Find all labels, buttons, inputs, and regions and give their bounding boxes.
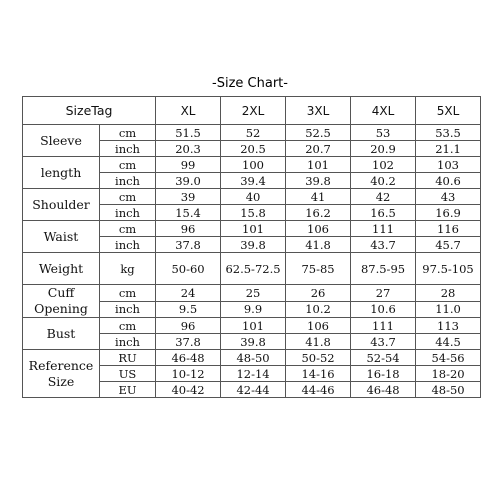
value-cell: 39 (156, 189, 221, 205)
size-header-3xl: 3XL (286, 97, 351, 125)
value-cell: 39.4 (221, 173, 286, 189)
row-group-label: Waist (23, 221, 100, 253)
table-row (23, 125, 481, 141)
value-cell: 97.5-105 (416, 253, 481, 285)
value-cell: 43 (416, 189, 481, 205)
value-cell: 40.2 (351, 173, 416, 189)
value-cell: 46-48 (156, 350, 221, 366)
value-cell: 45.7 (416, 237, 481, 253)
value-cell: 14-16 (286, 366, 351, 382)
value-cell: 20.3 (156, 141, 221, 157)
unit-label: cm (100, 285, 156, 302)
size-tag-header: SizeTag (23, 97, 156, 125)
unit-label: cm (100, 221, 156, 237)
row-group-label: Cuff Opening (23, 285, 100, 318)
value-cell: 111 (351, 318, 416, 334)
size-chart-title: -Size Chart- (212, 76, 288, 91)
value-cell: 96 (156, 318, 221, 334)
unit-label: cm (100, 318, 156, 334)
value-cell: 101 (221, 221, 286, 237)
value-cell: 40.6 (416, 173, 481, 189)
value-cell: 20.7 (286, 141, 351, 157)
value-cell: 111 (351, 221, 416, 237)
unit-label: cm (100, 125, 156, 141)
unit-label: inch (100, 334, 156, 350)
value-cell: 43.7 (351, 237, 416, 253)
size-header-2xl: 2XL (221, 97, 286, 125)
value-cell: 44.5 (416, 334, 481, 350)
value-cell: 10-12 (156, 366, 221, 382)
value-cell: 101 (286, 157, 351, 173)
row-group-label: Shoulder (23, 189, 100, 221)
value-cell: 75-85 (286, 253, 351, 285)
table-row (23, 350, 481, 366)
unit-label: inch (100, 205, 156, 221)
unit-label: inch (100, 173, 156, 189)
value-cell: 100 (221, 157, 286, 173)
value-cell: 37.8 (156, 334, 221, 350)
value-cell: 18-20 (416, 366, 481, 382)
table-row (23, 189, 481, 205)
row-group-label: Bust (23, 318, 100, 350)
value-cell: 87.5-95 (351, 253, 416, 285)
value-cell: 102 (351, 157, 416, 173)
value-cell: 25 (221, 285, 286, 302)
value-cell: 39.8 (221, 334, 286, 350)
size-header-4xl: 4XL (351, 97, 416, 125)
unit-label: cm (100, 157, 156, 173)
value-cell: 54-56 (416, 350, 481, 366)
value-cell: 96 (156, 221, 221, 237)
value-cell: 42-44 (221, 382, 286, 398)
value-cell: 12-14 (221, 366, 286, 382)
table-row (23, 253, 481, 285)
unit-label: US (100, 366, 156, 382)
value-cell: 41.8 (286, 334, 351, 350)
value-cell: 106 (286, 318, 351, 334)
value-cell: 42 (351, 189, 416, 205)
value-cell: 46-48 (351, 382, 416, 398)
value-cell: 52-54 (351, 350, 416, 366)
table-row (23, 157, 481, 173)
value-cell: 48-50 (416, 382, 481, 398)
table-row (23, 318, 481, 334)
row-group-label: Weight (23, 253, 100, 285)
value-cell: 16.9 (416, 205, 481, 221)
value-cell: 16.2 (286, 205, 351, 221)
size-header-5xl: 5XL (416, 97, 481, 125)
row-group-label: length (23, 157, 100, 189)
unit-label: inch (100, 301, 156, 318)
header-row (23, 97, 481, 125)
value-cell: 48-50 (221, 350, 286, 366)
table-row (23, 285, 481, 302)
value-cell: 21.1 (416, 141, 481, 157)
value-cell: 53 (351, 125, 416, 141)
value-cell: 43.7 (351, 334, 416, 350)
value-cell: 26 (286, 285, 351, 302)
table-row (23, 221, 481, 237)
value-cell: 39.0 (156, 173, 221, 189)
value-cell: 52.5 (286, 125, 351, 141)
value-cell: 39.8 (221, 237, 286, 253)
value-cell: 15.4 (156, 205, 221, 221)
value-cell: 50-52 (286, 350, 351, 366)
value-cell: 9.9 (221, 301, 286, 318)
value-cell: 27 (351, 285, 416, 302)
value-cell: 16.5 (351, 205, 416, 221)
value-cell: 20.9 (351, 141, 416, 157)
unit-label: inch (100, 237, 156, 253)
value-cell: 41.8 (286, 237, 351, 253)
value-cell: 116 (416, 221, 481, 237)
value-cell: 106 (286, 221, 351, 237)
row-group-label: Sleeve (23, 125, 100, 157)
value-cell: 16-18 (351, 366, 416, 382)
value-cell: 51.5 (156, 125, 221, 141)
value-cell: 39.8 (286, 173, 351, 189)
value-cell: 37.8 (156, 237, 221, 253)
value-cell: 40 (221, 189, 286, 205)
unit-label: cm (100, 189, 156, 205)
value-cell: 9.5 (156, 301, 221, 318)
unit-label: inch (100, 141, 156, 157)
value-cell: 53.5 (416, 125, 481, 141)
value-cell: 52 (221, 125, 286, 141)
value-cell: 103 (416, 157, 481, 173)
value-cell: 99 (156, 157, 221, 173)
unit-label: RU (100, 350, 156, 366)
row-group-label: Reference Size (23, 350, 100, 398)
value-cell: 101 (221, 318, 286, 334)
unit-label: kg (100, 253, 156, 285)
value-cell: 40-42 (156, 382, 221, 398)
value-cell: 113 (416, 318, 481, 334)
value-cell: 10.6 (351, 301, 416, 318)
value-cell: 10.2 (286, 301, 351, 318)
value-cell: 50-60 (156, 253, 221, 285)
value-cell: 15.8 (221, 205, 286, 221)
size-header-xl: XL (156, 97, 221, 125)
value-cell: 11.0 (416, 301, 481, 318)
unit-label: EU (100, 382, 156, 398)
value-cell: 41 (286, 189, 351, 205)
value-cell: 44-46 (286, 382, 351, 398)
value-cell: 20.5 (221, 141, 286, 157)
value-cell: 24 (156, 285, 221, 302)
value-cell: 62.5-72.5 (221, 253, 286, 285)
size-chart-table (22, 96, 481, 398)
value-cell: 28 (416, 285, 481, 302)
